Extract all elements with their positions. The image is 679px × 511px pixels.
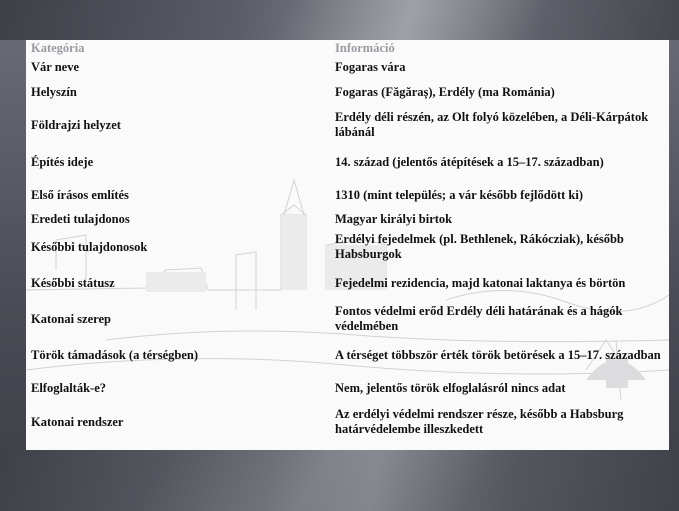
table-row: [26, 209, 669, 229]
row-info: Az erdélyi védelmi rendszer része, később a Habsburg határvédelembe illeszkedett: [335, 407, 624, 436]
table-row: [26, 265, 669, 301]
row-category: Későbbi tulajdonosok: [31, 239, 148, 254]
row-category: Építés ideje: [31, 154, 94, 169]
row-info: Nem, jelentős török elfoglalásról nincs adat: [335, 380, 566, 395]
table-row: [26, 107, 669, 143]
table-header-row: [26, 40, 669, 57]
row-info: Magyar királyi birtok: [335, 211, 453, 226]
table-row: [26, 373, 669, 403]
row-info: Erdélyi fejedelmek (pl. Bethlenek, Rákócziak), később Habsburgok: [335, 232, 624, 261]
table-row: [26, 301, 669, 337]
table-row: [26, 337, 669, 373]
row-category: Későbbi státusz: [31, 275, 115, 290]
row-info: Fogaras vára: [335, 59, 406, 74]
row-category: Katonai rendszer: [31, 414, 124, 429]
row-category: Vár neve: [31, 59, 80, 74]
row-info: Fontos védelmi erőd Erdély déli határának és a hágók védelmében: [335, 304, 623, 333]
row-info: 1310 (mint település; a vár később fejlődött ki): [335, 187, 584, 202]
castle-info-table: [26, 40, 669, 441]
row-info: Fejedelmi rezidencia, majd katonai laktanya és börtön: [335, 275, 626, 290]
row-info: 14. század (jelentős átépítések a 15–17. században): [335, 154, 604, 169]
row-category: Földrajzi helyzet: [31, 117, 121, 132]
row-category: Katonai szerep: [31, 311, 111, 326]
table-row: [26, 143, 669, 181]
table-row: [26, 181, 669, 209]
table-row: [26, 57, 669, 77]
table-row: [26, 77, 669, 107]
header-category: Kategória: [31, 41, 85, 55]
bottom-band-highlight: [129, 450, 502, 511]
row-category: Helyszín: [31, 84, 77, 99]
row-category: Első írásos említés: [31, 187, 129, 202]
table-row: [26, 229, 669, 265]
row-category: Török támadások (a térségben): [31, 347, 199, 362]
row-info: A térséget többször érték török betörések a 15–17. században: [335, 347, 661, 362]
table-row: [26, 403, 669, 441]
row-category: Eredeti tulajdonos: [31, 211, 130, 226]
header-info: Információ: [335, 41, 395, 55]
row-info: Erdély déli részén, az Olt folyó közelében, a Déli-Kárpátok lábánál: [335, 110, 649, 139]
row-category: Elfoglalták-e?: [31, 380, 106, 395]
content-panel: [26, 40, 669, 450]
row-info: Fogaras (Făgăraș), Erdély (ma Románia): [335, 84, 555, 99]
top-band-highlight: [268, 0, 551, 40]
